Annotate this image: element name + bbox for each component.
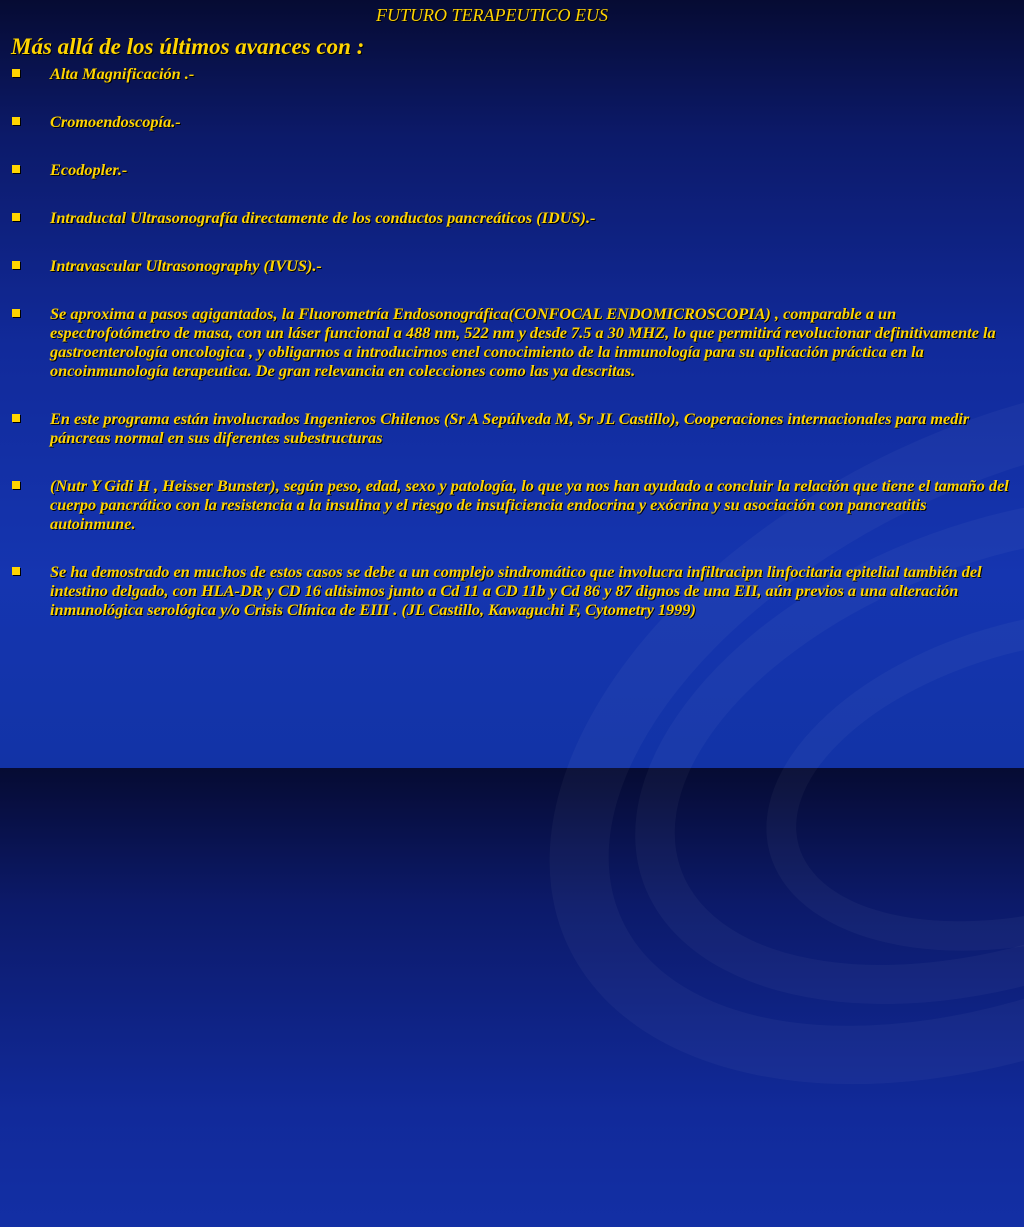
bullet-text: Alta Magnificación .-: [50, 64, 195, 83]
square-bullet-icon: [12, 261, 20, 269]
bullet-text: Intraductal Ultrasonografía directamente de los conductos pancreáticos (IDUS).-: [50, 208, 596, 227]
square-bullet-icon: [12, 213, 20, 221]
bullet-text: Cromoendoscopía.-: [50, 112, 181, 131]
bullet-item: [0, 208, 1020, 227]
square-bullet-icon: [12, 165, 20, 173]
bullet-text: (Nutr Y Gidi H , Heisser Bunster), según peso, edad, sexo y patología, lo que ya nos han ayudado a concluir la relación que tiene el tamaño del cuerpo pancrático con la resistencia a la insulina y el riesgo de insuficiencia endocrina y exócrina y su asociación con pancreatitis autoinmune.: [50, 476, 1009, 533]
bullet-item: [0, 160, 1020, 179]
square-bullet-icon: [12, 309, 20, 317]
square-bullet-icon: [12, 117, 20, 125]
bullet-item: [0, 476, 1020, 533]
bullet-item: [0, 256, 1020, 275]
background-swoosh: [728, 553, 1024, 1007]
bullet-item: [0, 64, 1020, 83]
bullet-text: En este programa están involucrados Ingenieros Chilenos (Sr A Sepúlveda M, Sr JL Castillo), Cooperaciones internacionales para medir páncreas normal en sus diferentes subestructuras: [50, 409, 970, 447]
bullet-list: [0, 64, 1020, 619]
bullet-text: Se ha demostrado en muchos de estos casos se debe a un complejo sindromático que involucra infiltracipn linfocitaria epitelial también del intestino delgado, con HLA-DR y CD 16 altisimos junto a Cd 11 a CD 11b y Cd 86 y 87 dignos de una EII, aún previos a una alteración inmunológica serológica y/o Crisis Clínica de EIII . (JL Castillo, Kawaguchi F, Cytometry 1999): [50, 562, 982, 619]
square-bullet-icon: [12, 414, 20, 422]
square-bullet-icon: [12, 481, 20, 489]
slide-heading: Más allá de los últimos avances con :: [11, 34, 365, 59]
bullet-text: Se aproxima a pasos agigantados, la Fluorometría Endosonográfica(CONFOCAL ENDOMICROSCOPIA) , comparable a un espectrofotómetro de masa, con un láser funcional a 488 nm, 522 nm y desde 7.5 a 30 MHZ, lo que permitirá revolucionar definitivamente la gastroenterología oncologica , y obligarnos a introducirnos enel conocimiento de la inmunología para su aplicación práctica en la oncoinmunología terapeutica. De gran relevancia en colecciones como las ya descritas.: [50, 304, 996, 380]
bullet-item: [0, 112, 1020, 131]
bullet-item: [0, 562, 1020, 619]
bullet-item: [0, 304, 1020, 380]
bullet-text: Ecodopler.-: [50, 160, 128, 179]
bullet-item: [0, 409, 1020, 447]
slide-title: FUTURO TERAPEUTICO EUS: [376, 5, 608, 25]
square-bullet-icon: [12, 69, 20, 77]
bullet-text: Intravascular Ultrasonography (IVUS).-: [50, 256, 322, 275]
square-bullet-icon: [12, 567, 20, 575]
